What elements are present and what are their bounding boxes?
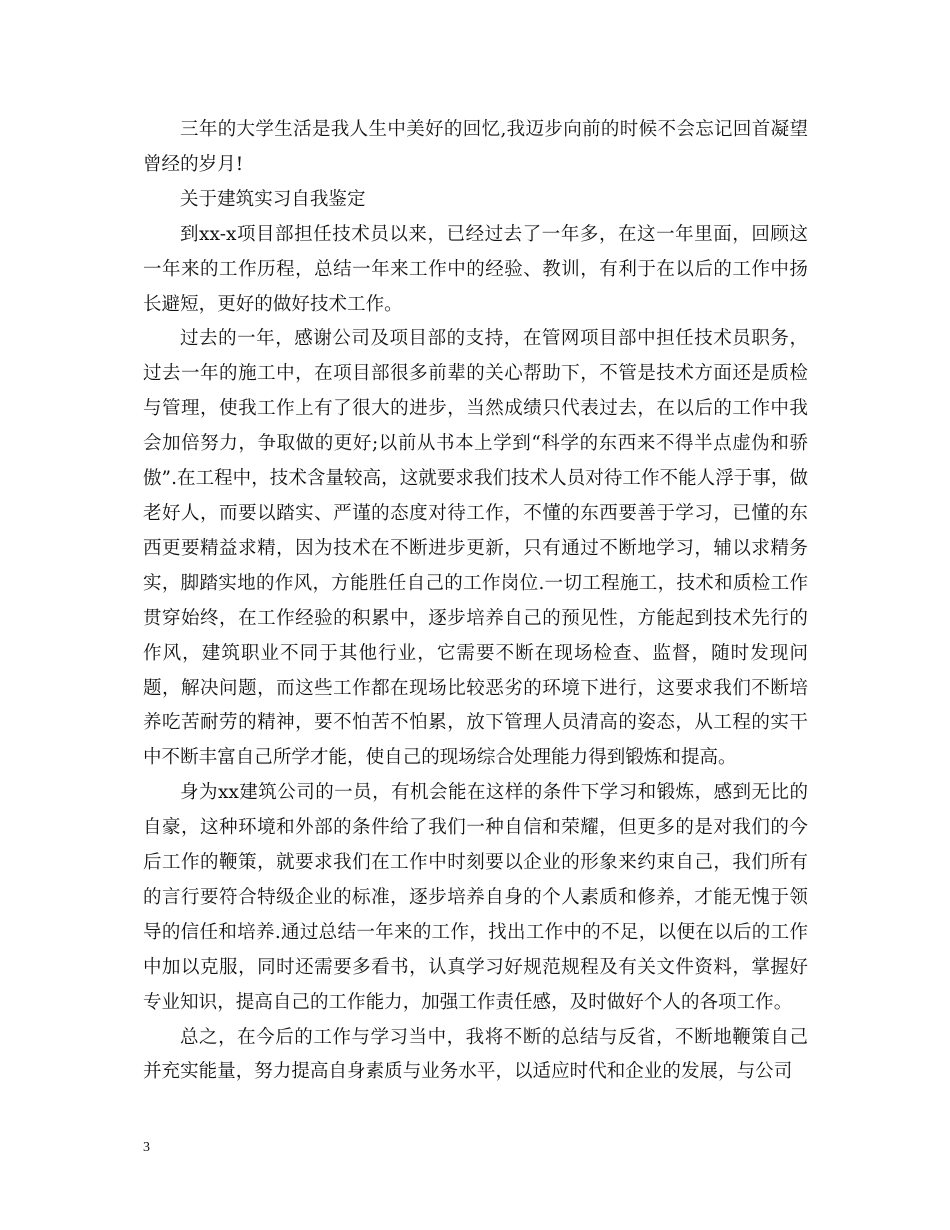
paragraph-closing-remark: 三年的大学生活是我人生中美好的回忆,我迈步向前的时候不会忘记回首凝望曾经的岁月! xyxy=(143,119,808,175)
page-number: 3 xyxy=(143,1140,150,1155)
paragraph-intro: 到xx-x项目部担任技术员以来，已经过去了一年多，在这一年里面，回顾这一年来的工作历程，总结一年来工作中的经验、教训，有利于在以后的工作中扬长避短，更好的做好技术工作。 xyxy=(143,223,808,315)
paragraph-company-member: 身为xx建筑公司的一员，有机会能在这样的条件下学习和锻炼，感到无比的自豪，这种环境和外部的条件给了我们一种自信和荣耀，但更多的是对我们的今后工作的鞭策，就要求我们在工作中时刻要以企业的形象来约束自己，我们所有的言行要符合特级企业的标准，逐步培养自身的个人素质和修养，才能无愧于领导的信任和培养.通过总结一年来的工作，找出工作中的不足，以便在以后的工作中加以克服，同时还需要多看书，认真学习好规范规程及有关文件资料，掌握好专业知识，提高自己的工作能力，加强工作责任感，及时做好个人的各项工作。 xyxy=(143,782,808,1013)
document-body xyxy=(143,113,808,1090)
paragraph-conclusion: 总之，在今后的工作与学习当中，我将不断的总结与反省，不断地鞭策自己并充实能量，努力提高自身素质与业务水平，以适应时代和企业的发展，与公司 xyxy=(143,1026,808,1083)
paragraph-past-year: 过去的一年，感谢公司及项目部的支持，在管网项目部中担任技术员职务，过去一年的施工中，在项目部很多前辈的关心帮助下，不管是技术方面还是质检与管理，使我工作上有了很大的进步，当然成绩只代表过去，在以后的工作中我会加倍努力，争取做的更好;以前从书本上学到“科学的东西来不得半点虚伪和骄傲”.在工程中，技术含量较高，这就要求我们技术人员对待工作不能人浮于事，做老好人，而要以踏实、严谨的态度对待工作，不懂的东西要善于学习，已懂的东西更要精益求精，因为技术在不断进步更新，只有通过不断地学习，辅以求精务实，脚踏实地的作风，方能胜任自己的工作岗位.一切工程施工，技术和质检工作贯穿始终，在工作经验的积累中，逐步培养自己的预见性，方能起到技术先行的作风，建筑职业不同于其他行业，它需要不断在现场检查、监督，随时发现问题，解决问题，而这些工作都在现场比较恶劣的环境下进行，这要求我们不断培养吃苦耐劳的精神，要不怕苦不怕累，放下管理人员清高的姿态，从工程的实干中不断丰富自己所学才能，使自己的现场综合处理能力得到锻炼和提高。 xyxy=(143,328,808,769)
section-heading: 关于建筑实习自我鉴定 xyxy=(180,188,366,210)
